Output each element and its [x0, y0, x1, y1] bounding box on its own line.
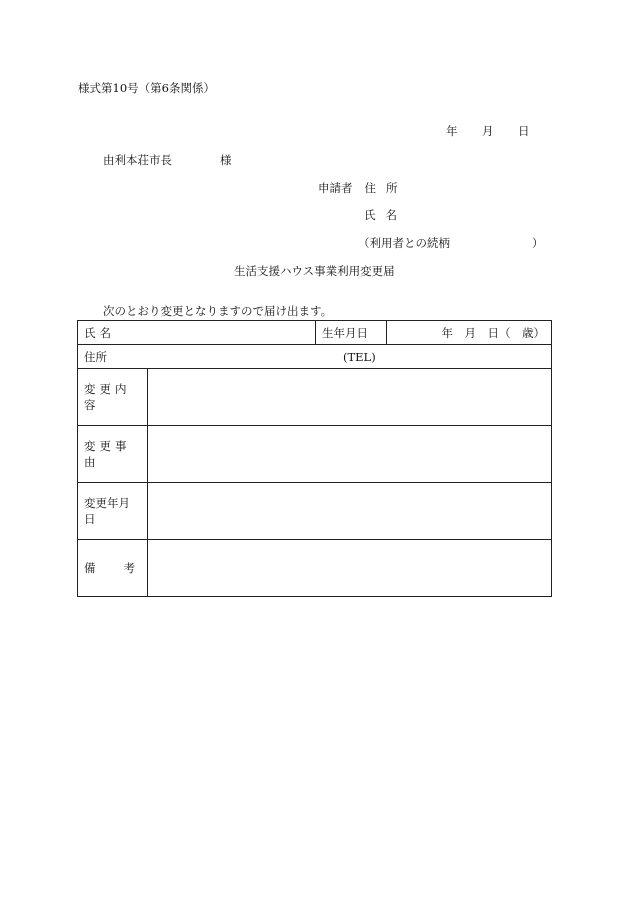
change-content-field[interactable] — [148, 369, 552, 426]
date-year-label: 年 — [446, 124, 458, 138]
change-reason-label: 変更事由 — [84, 439, 131, 469]
relation-close: ） — [532, 236, 544, 250]
date-line — [446, 123, 530, 139]
change-content-label: 変更内容 — [84, 382, 131, 412]
applicant-address-line — [318, 180, 408, 196]
applicant-name-label: 氏名 — [364, 208, 407, 222]
change-date-label: 変更年月日 — [84, 496, 130, 526]
document-title: 生活支援ハウス事業利用変更届 — [234, 264, 395, 278]
birth-label: 生年月日 — [322, 325, 368, 340]
birth-label-cell — [316, 321, 387, 345]
table-row — [78, 540, 552, 597]
name-label: 氏名 — [84, 325, 115, 340]
applicant-relation-line — [358, 235, 544, 251]
form-number: 様式第10号（第6条関係） — [78, 81, 215, 95]
remarks-label-left: 備 — [84, 561, 96, 575]
birth-value: 年 月 日（ 歳） — [441, 325, 545, 340]
table-row — [78, 369, 552, 426]
remarks-field[interactable] — [148, 540, 552, 597]
relation-label: （利用者との続柄 — [358, 236, 450, 250]
address-cell[interactable] — [78, 345, 552, 369]
change-content-label-cell — [78, 369, 148, 426]
change-reason-field[interactable] — [148, 426, 552, 483]
name-cell[interactable] — [78, 321, 316, 345]
date-day-label: 日 — [518, 124, 530, 138]
change-date-field[interactable] — [148, 483, 552, 540]
table-row — [78, 321, 552, 345]
remarks-label-right: 考 — [123, 561, 135, 575]
table-row — [78, 483, 552, 540]
date-month-label: 月 — [482, 124, 494, 138]
change-form-table — [77, 320, 552, 597]
address-label: 住所 — [84, 349, 107, 364]
addressee — [103, 152, 232, 168]
birth-value-cell[interactable] — [387, 321, 552, 345]
change-date-label-cell — [78, 483, 148, 540]
change-reason-label-cell — [78, 426, 148, 483]
remarks-label-cell — [78, 540, 148, 597]
table-row — [78, 345, 552, 369]
applicant-address-label: 住所 — [364, 181, 408, 195]
intro-text: 次のとおり変更となりますので届け出ます。 — [103, 304, 333, 318]
remarks-label — [84, 560, 141, 576]
tel-label: (TEL) — [343, 349, 376, 364]
applicant-role-label: 申請者 — [318, 181, 353, 195]
addressee-honorific: 様 — [220, 153, 232, 167]
addressee-name: 由利本荘市長 — [103, 153, 172, 167]
table-row — [78, 426, 552, 483]
